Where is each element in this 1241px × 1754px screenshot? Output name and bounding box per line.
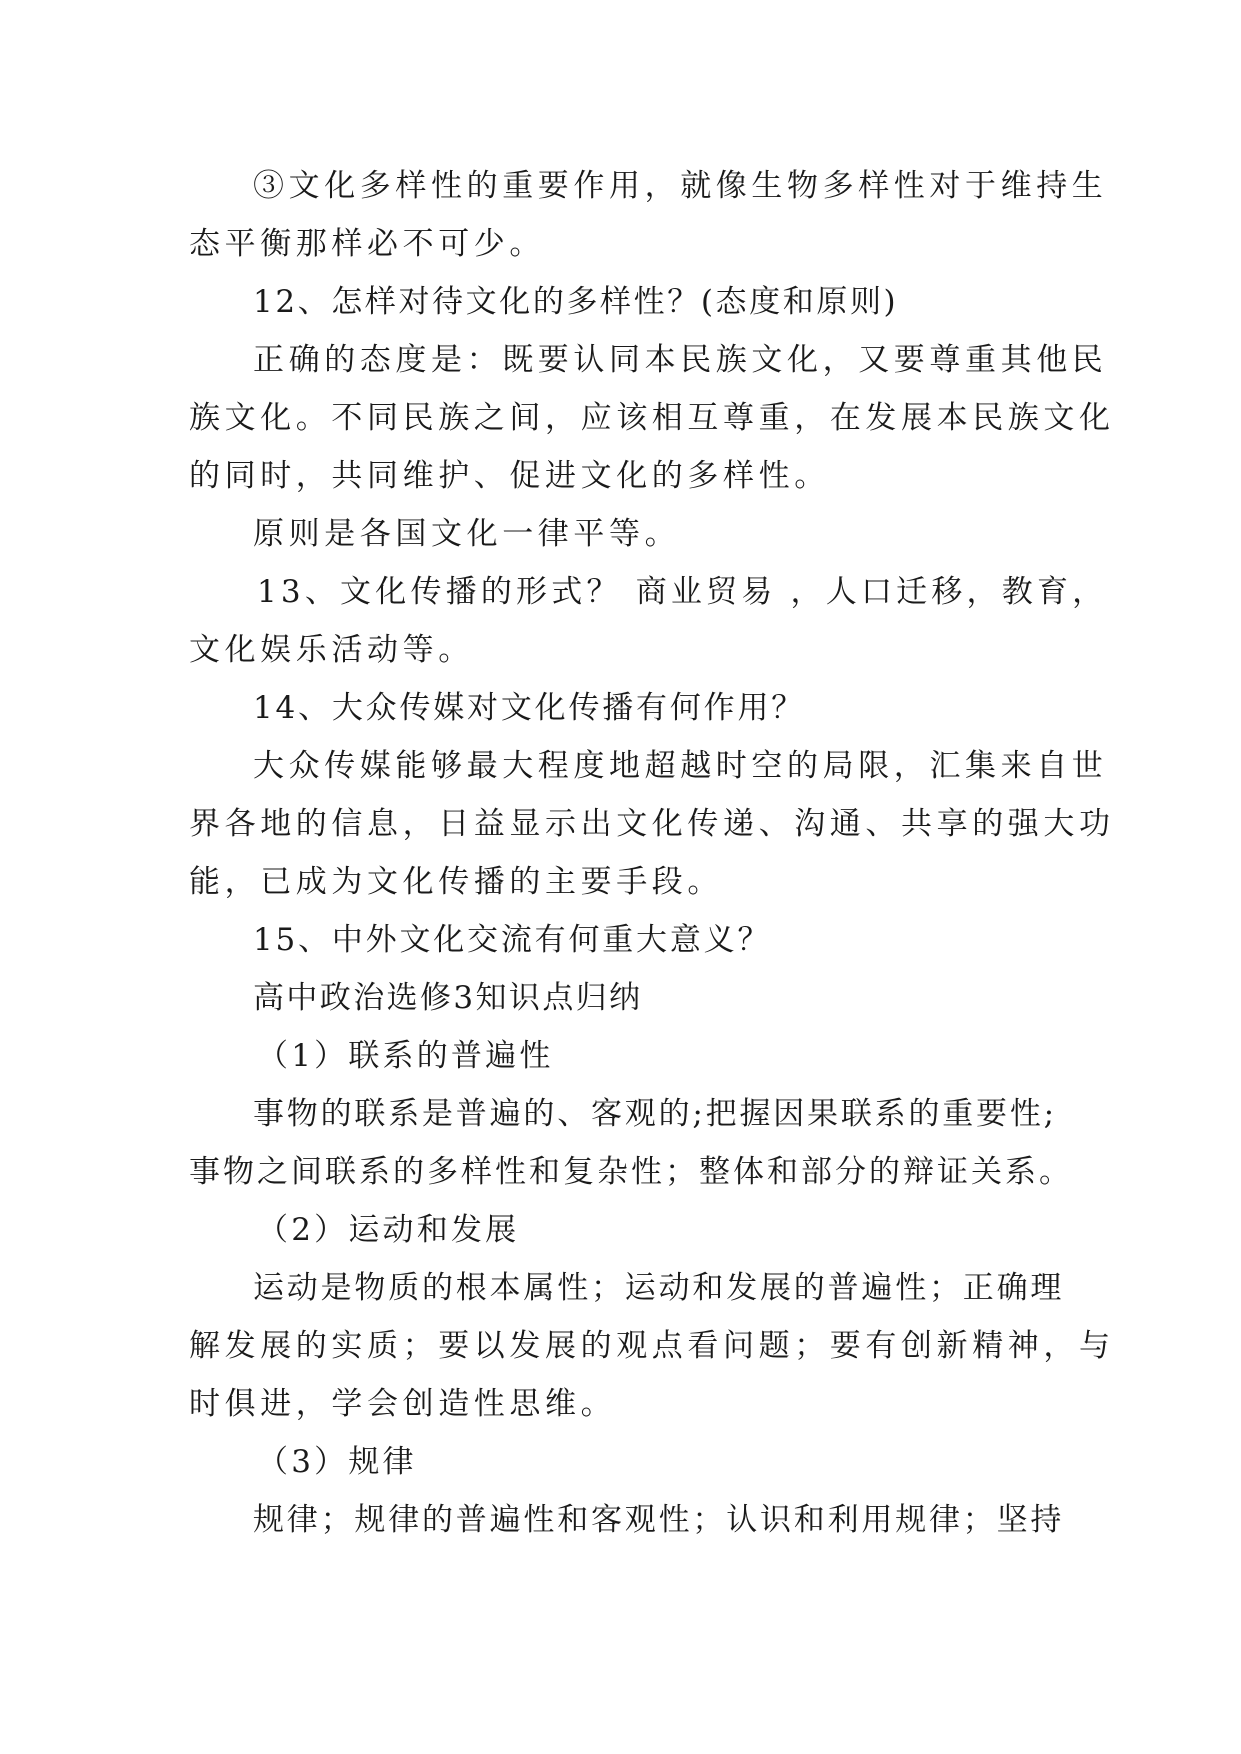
paragraph-line: 族文化。不同民族之间，应该相互尊重，在发展本民族文化 bbox=[189, 400, 1115, 436]
paragraph-line: ③文化多样性的重要作用，就像生物多样性对于维持生 bbox=[253, 168, 1108, 204]
question-heading: 13、文化传播的形式？ 商业贸易 ，人口迁移，教育， bbox=[257, 574, 1108, 610]
paragraph-line: 解发展的实质；要以发展的观点看问题；要有创新精神，与 bbox=[189, 1328, 1115, 1364]
subsection-heading: （3）规律 bbox=[257, 1444, 417, 1480]
paragraph-line: 界各地的信息，日益显示出文化传递、沟通、共享的强大功 bbox=[189, 806, 1115, 842]
paragraph-line: 正确的态度是：既要认同本民族文化，又要尊重其他民 bbox=[253, 342, 1108, 378]
subsection-heading: （2）运动和发展 bbox=[257, 1212, 520, 1248]
question-heading: 12、怎样对待文化的多样性？(态度和原则) bbox=[253, 284, 899, 320]
question-heading: 14、大众传媒对文化传播有何作用？ bbox=[253, 690, 806, 726]
paragraph-line: 态平衡那样必不可少。 bbox=[189, 226, 545, 262]
paragraph-line: 的同时，共同维护、促进文化的多样性。 bbox=[189, 458, 830, 494]
paragraph-line: 事物的联系是普遍的、客观的;把握因果联系的重要性; bbox=[253, 1096, 1057, 1132]
paragraph-line: 规律；规律的普遍性和客观性；认识和利用规律；坚持 bbox=[253, 1502, 1065, 1538]
paragraph-line: 原则是各国文化一律平等。 bbox=[253, 516, 681, 552]
subsection-heading: （1）联系的普遍性 bbox=[257, 1038, 554, 1074]
section-title: 高中政治选修3知识点归纳 bbox=[253, 980, 643, 1016]
paragraph-line: 文化娱乐活动等。 bbox=[189, 632, 474, 668]
paragraph-line: 运动是物质的根本属性；运动和发展的普遍性；正确理 bbox=[253, 1270, 1065, 1306]
paragraph-line: 事物之间联系的多样性和复杂性；整体和部分的辩证关系。 bbox=[189, 1154, 1073, 1190]
paragraph-line: 大众传媒能够最大程度地超越时空的局限，汇集来自世 bbox=[253, 748, 1108, 784]
question-heading: 15、中外文化交流有何重大意义？ bbox=[253, 922, 772, 958]
paragraph-line: 能，已成为文化传播的主要手段。 bbox=[189, 864, 723, 900]
paragraph-line: 时俱进，学会创造性思维。 bbox=[189, 1386, 617, 1422]
